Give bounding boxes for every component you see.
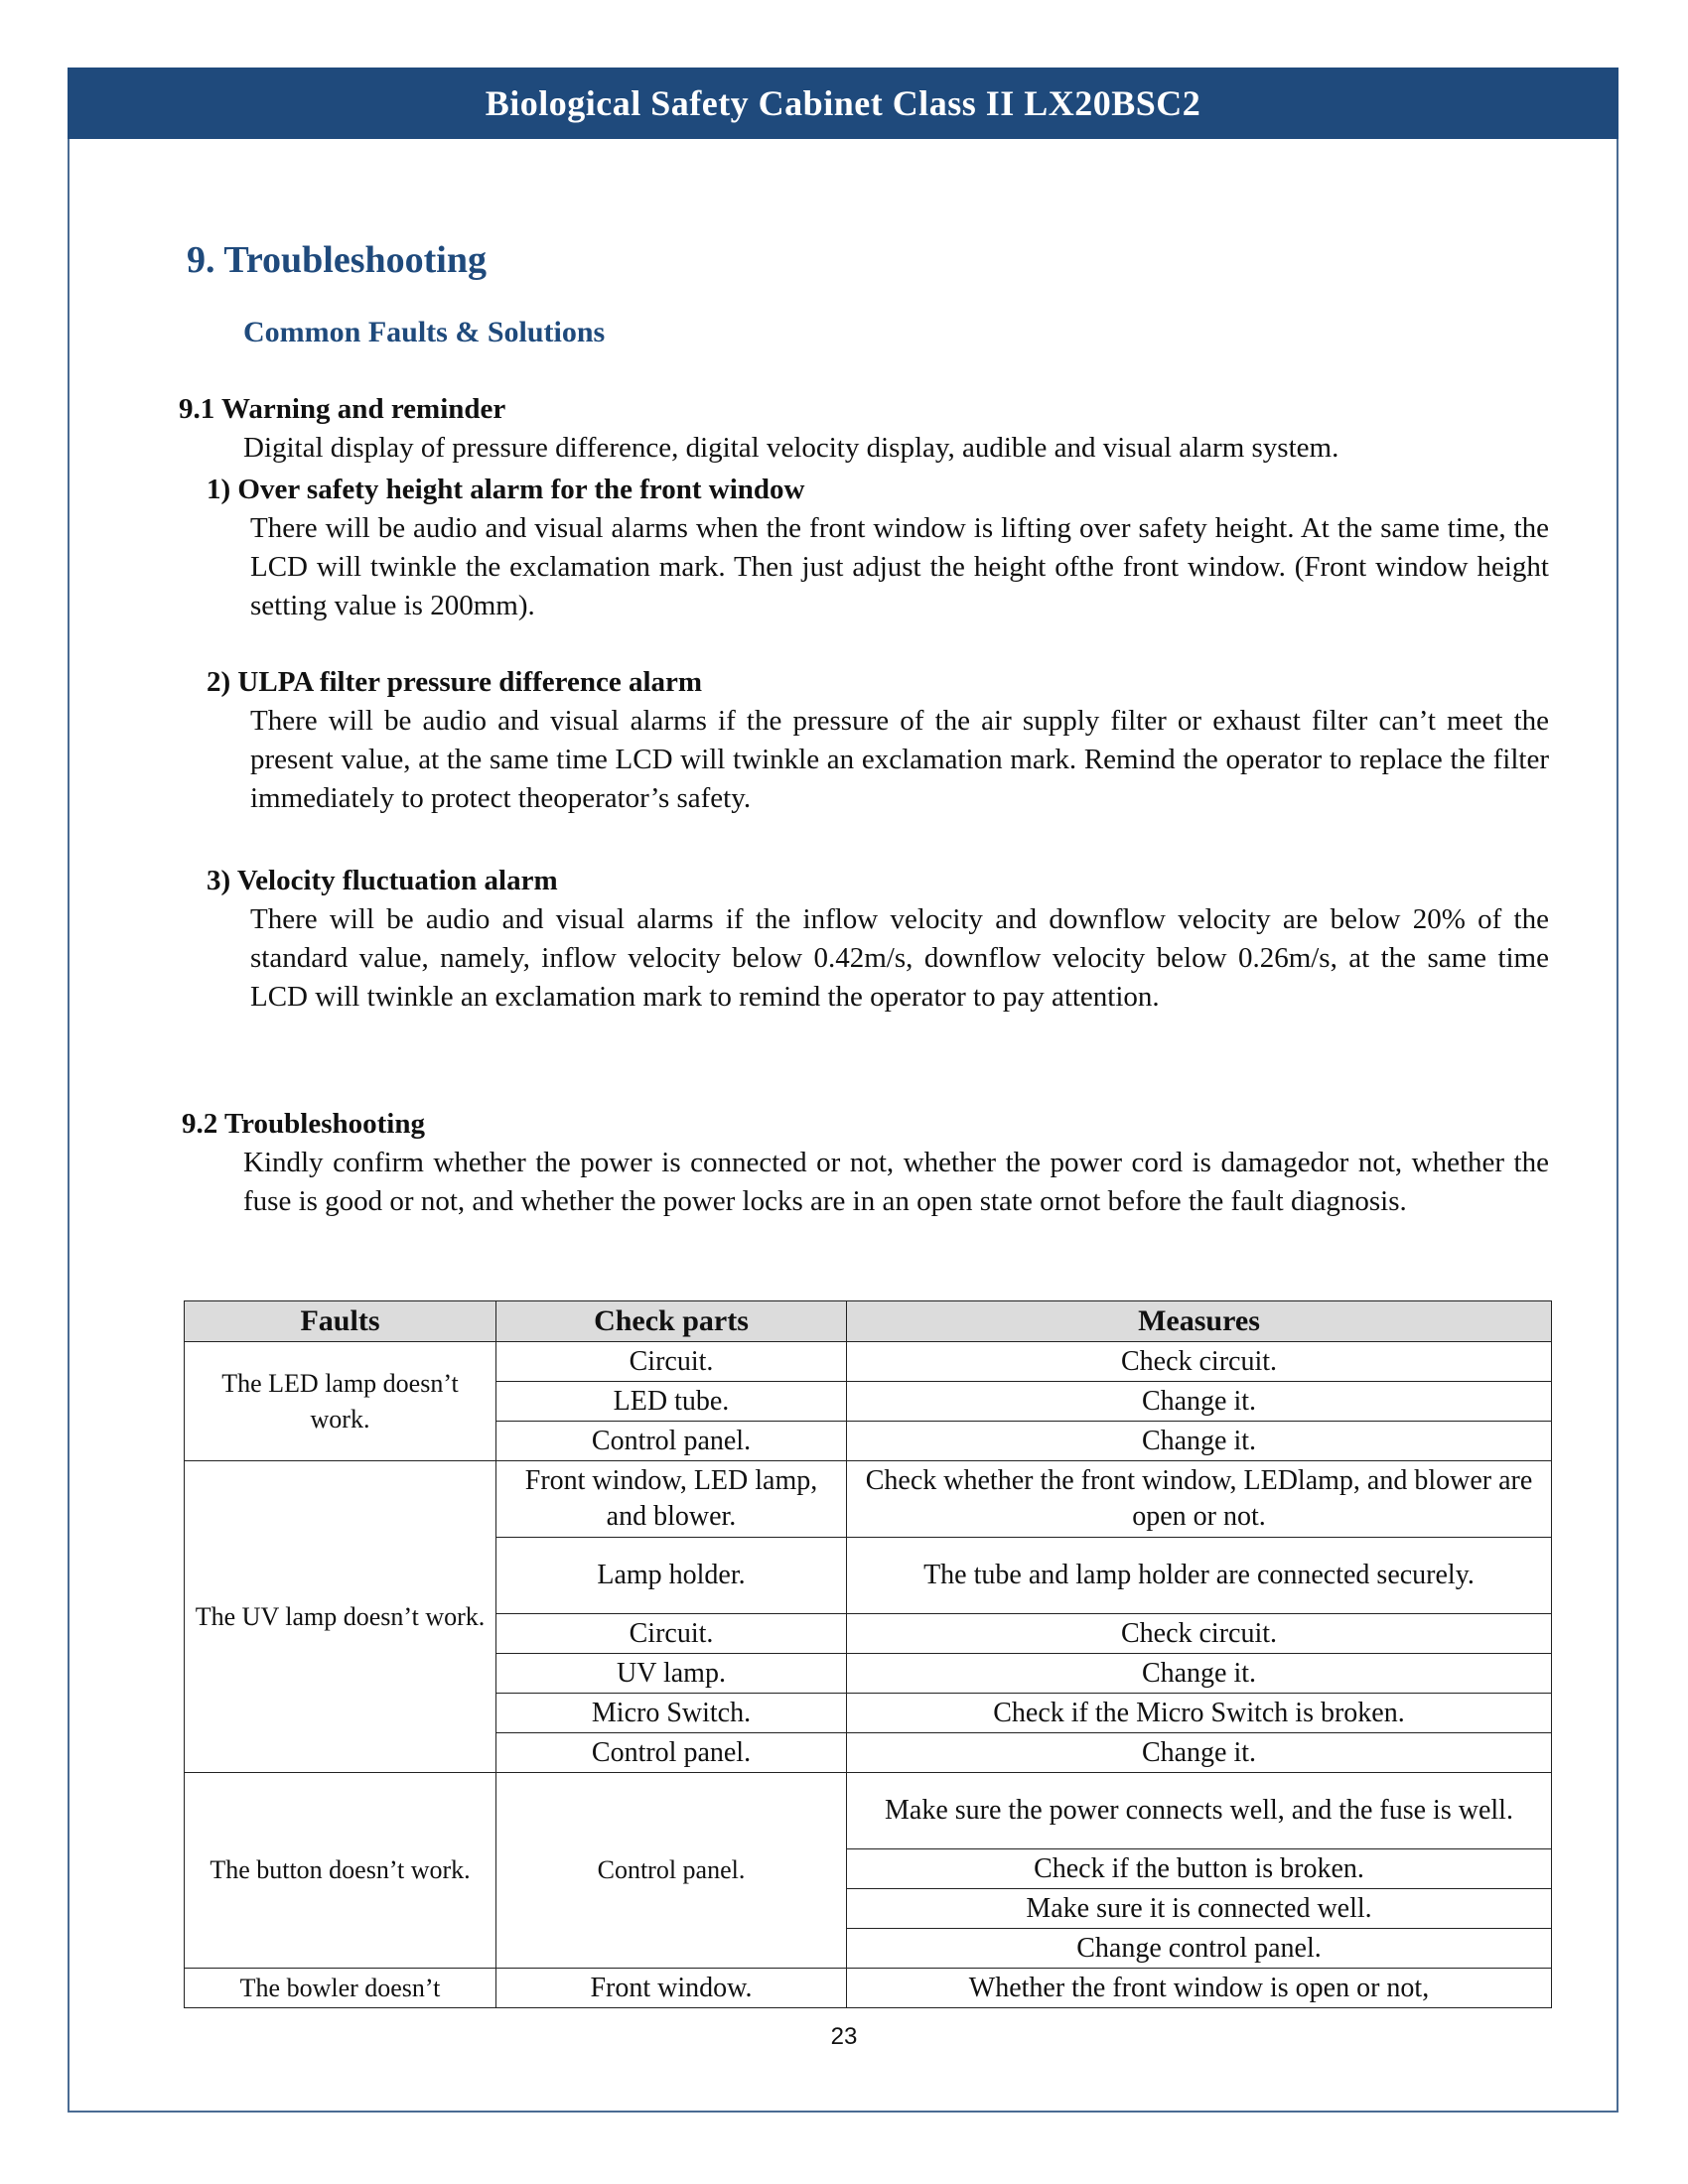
measure: Check circuit. [847,1342,1552,1382]
header-faults: Faults [185,1301,496,1342]
measure: Check if the button is broken. [847,1849,1552,1889]
check-part: Control panel. [496,1422,847,1461]
header-measures: Measures [847,1301,1552,1342]
alarm-heading-1: 1) Over safety height alarm for the front window [207,474,805,505]
measure: Whether the front window is open or not, [847,1969,1552,2008]
alarm-body-1: There will be audio and visual alarms when the front window is lifting over safety height. At the same time, the LCD will twinkle the exclamation mark. Then just adjust the height ofthe front window. (Front window height setting value is 200mm). [250,512,1549,621]
measure: Change it. [847,1422,1552,1461]
measure: Change it. [847,1654,1552,1694]
section-title: 9. Troubleshooting [187,239,487,281]
subsection-heading-9-2: 9.2 Troubleshooting [182,1108,425,1140]
subsection-heading-9-1: 9.1 Warning and reminder [179,393,506,425]
measure: Check whether the front window, LEDlamp, and blower are open or not. [847,1461,1552,1538]
measure: Change it. [847,1733,1552,1773]
subsection-intro-9-1: Digital display of pressure difference, digital velocity display, audible and visual alarm system. [243,432,1339,464]
fault-button: The button doesn’t work. [185,1773,496,1969]
check-part: Lamp holder. [496,1538,847,1614]
measure: Check if the Micro Switch is broken. [847,1694,1552,1733]
check-part: Circuit. [496,1342,847,1382]
troubleshooting-table [184,1300,1552,2008]
check-part: Circuit. [496,1614,847,1654]
table-row [185,1969,1552,2008]
section-subtitle: Common Faults & Solutions [243,316,606,348]
fault-led-lamp: The LED lamp doesn’t work. [185,1342,496,1461]
measure: Change it. [847,1382,1552,1422]
check-part: UV lamp. [496,1654,847,1694]
table-row [185,1342,1552,1382]
header-check-parts: Check parts [496,1301,847,1342]
page-number: 23 [830,2023,858,2050]
header-title: Biological Safety Cabinet Class II LX20BSC2 [485,83,1201,123]
measure: The tube and lamp holder are connected securely. [847,1538,1552,1614]
measure: Check circuit. [847,1614,1552,1654]
fault-blower: The bowler doesn’t [185,1969,496,2008]
document-header [68,68,1618,139]
table-header-row [185,1301,1552,1342]
subsection-body-9-2: Kindly confirm whether the power is connected or not, whether the power cord is damagedor not, whether the fuse is good or not, and whether the power locks are in an open state ornot before the fault diagnosis. [243,1147,1549,1217]
check-part: Front window. [496,1969,847,2008]
table-row [185,1461,1552,1538]
measure: Change control panel. [847,1929,1552,1969]
alarm-heading-3: 3) Velocity fluctuation alarm [207,865,558,896]
measure: Make sure the power connects well, and the fuse is well. [847,1773,1552,1849]
check-part: Front window, LED lamp, and blower. [496,1461,847,1538]
check-part: Control panel. [496,1773,847,1969]
check-part: LED tube. [496,1382,847,1422]
alarm-heading-2: 2) ULPA filter pressure difference alarm [207,666,703,698]
fault-uv-lamp: The UV lamp doesn’t work. [185,1461,496,1773]
check-part: Control panel. [496,1733,847,1773]
measure: Make sure it is connected well. [847,1889,1552,1929]
alarm-body-3: There will be audio and visual alarms if the inflow velocity and downflow velocity are below 20% of the standard value, namely, inflow velocity below 0.42m/s, downflow velocity below 0.26m/s, at the same time LCD will twinkle an exclamation mark to remind the operator to pay attention. [250,903,1549,1013]
alarm-body-2: There will be audio and visual alarms if the pressure of the air supply filter or exhaust filter can’t meet the present value, at the same time LCD will twinkle an exclamation mark. Remind the operator to replace the filter immediately to protect theoperator’s safety. [250,705,1549,814]
table-row [185,1773,1552,1849]
check-part: Micro Switch. [496,1694,847,1733]
